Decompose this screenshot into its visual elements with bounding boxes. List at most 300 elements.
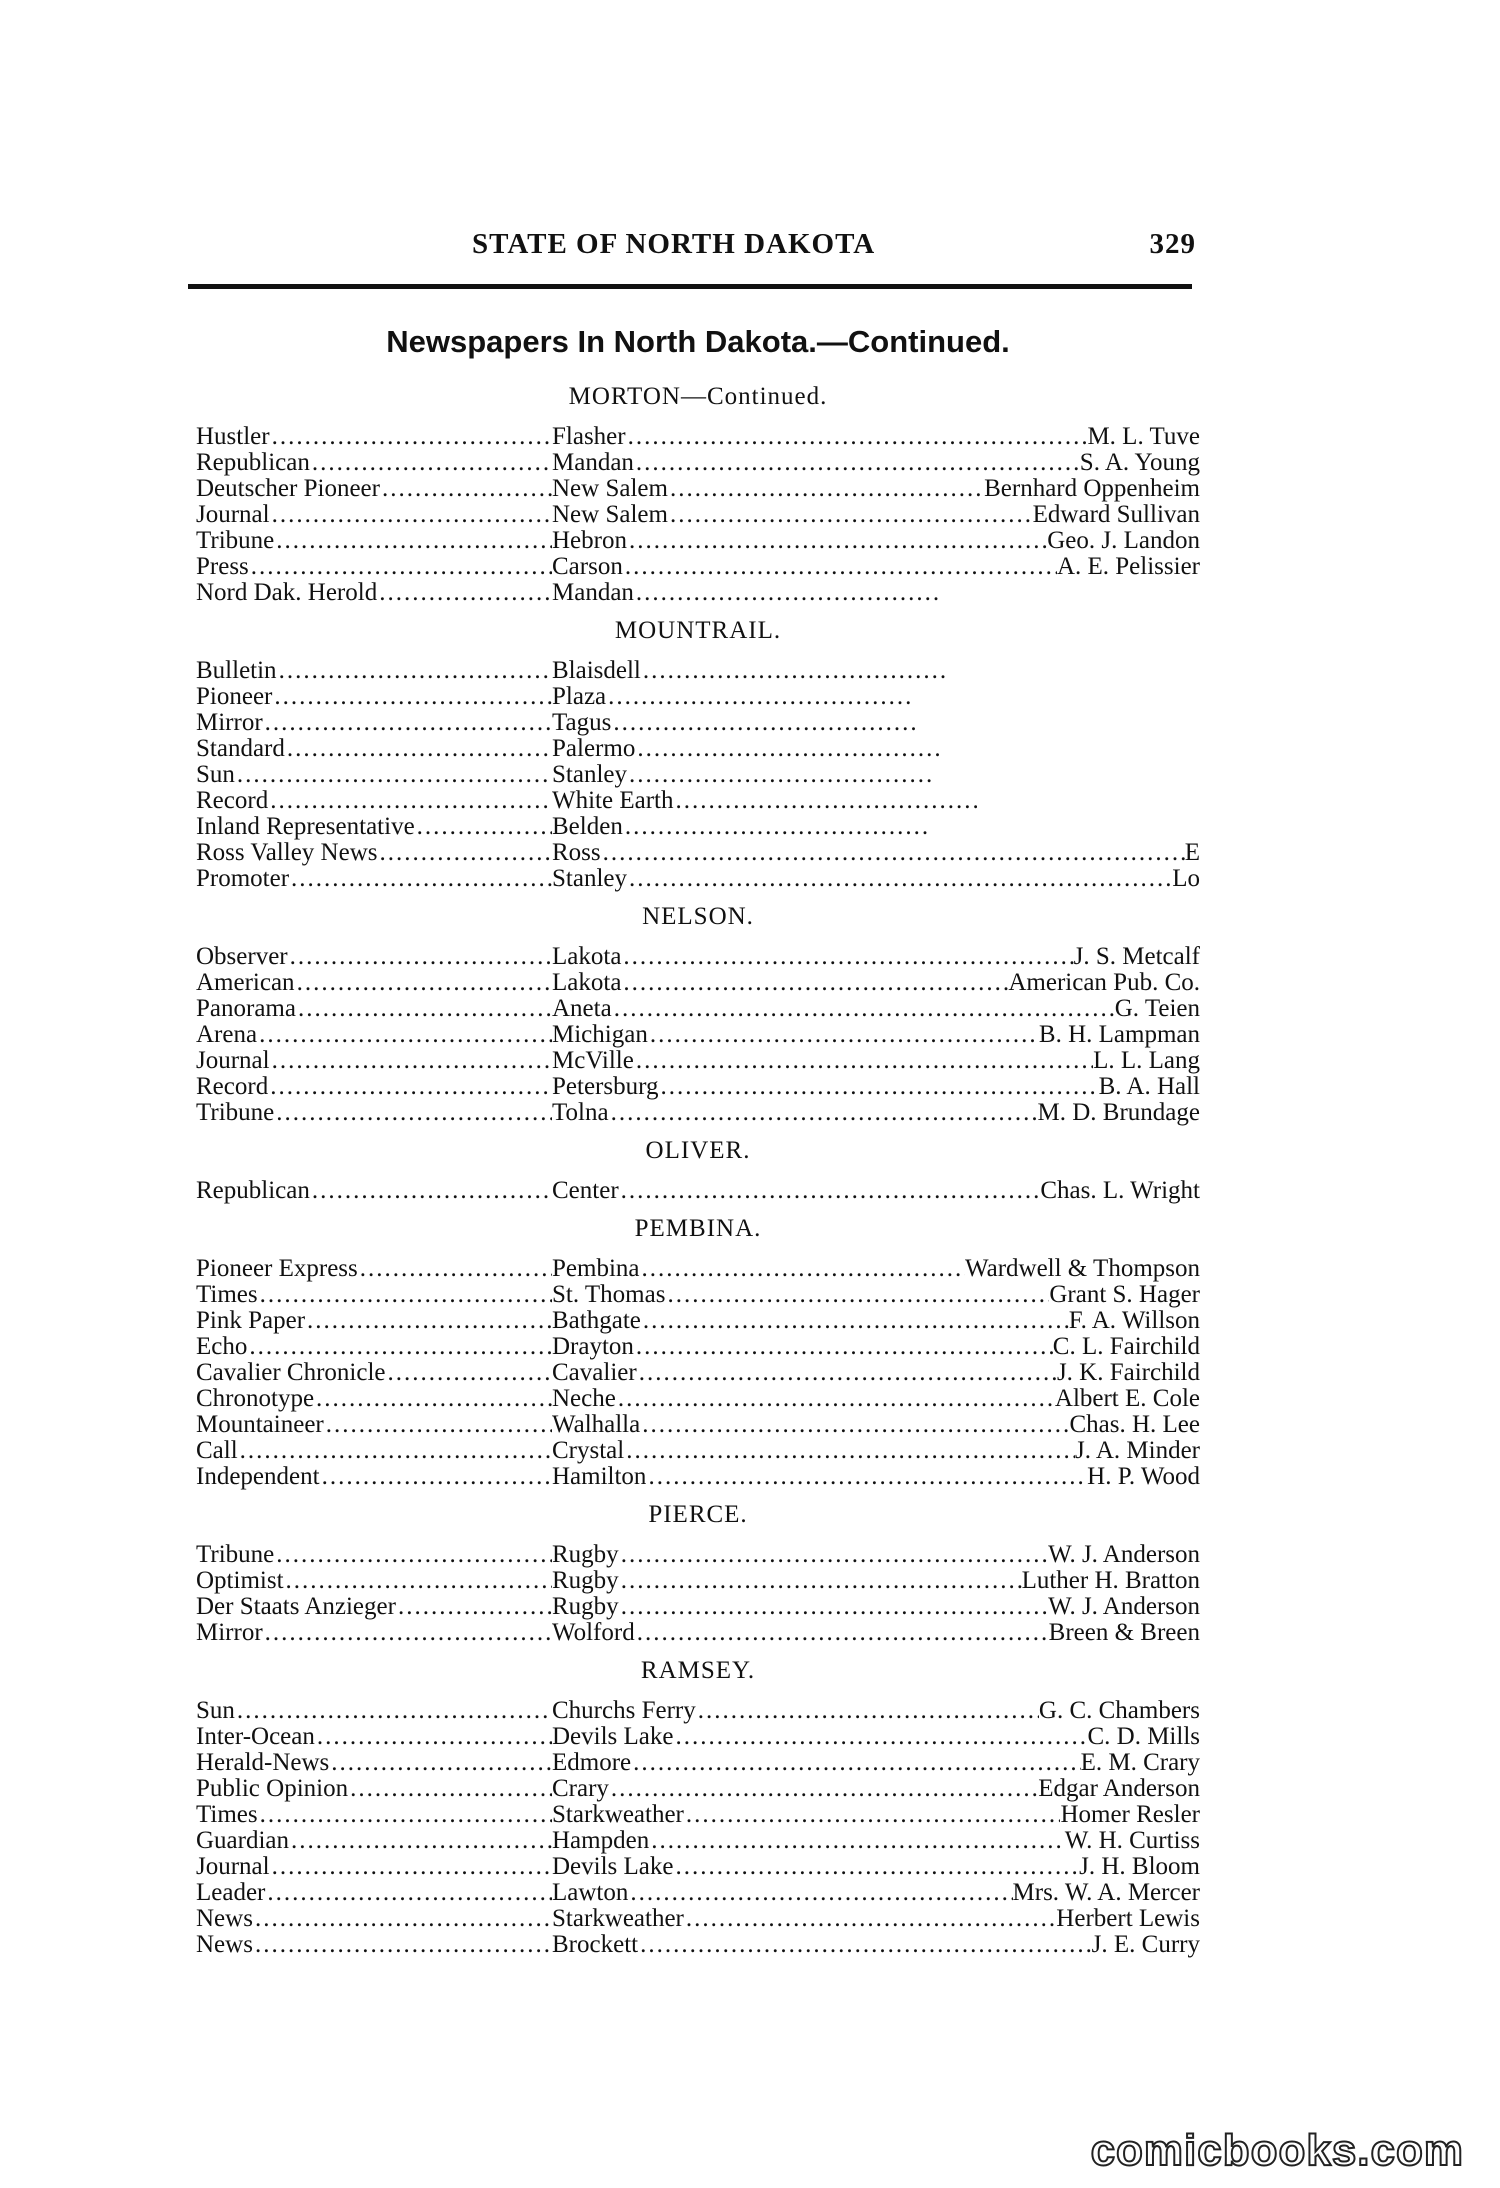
county-heading: MOUNTRAIL. [614,617,782,644]
newspaper-row [196,1386,1200,1412]
town-owner-cell [552,1334,1200,1360]
name-cell [196,1074,552,1100]
dot-leader [377,580,552,606]
town-owner-cell [552,450,1200,476]
town-name: Lawton [552,1880,629,1906]
dot-leader [253,1906,552,1932]
owner-name: American Pub. Co. [1008,970,1200,996]
dot-leader [640,1412,1069,1438]
town-name: Blaisdell [552,658,641,684]
newspaper-row [196,866,1200,892]
newspaper-name: Press [196,554,249,580]
newspaper-row [196,710,1200,736]
dot-leader [665,1282,1049,1308]
dot-leader [358,1256,552,1282]
town-name: Hampden [552,1828,650,1854]
dot-leader [684,1906,1056,1932]
owner-name: W. H. Curtiss [1064,1828,1200,1854]
town-owner-cell [552,1048,1200,1074]
dot-leader [324,1412,552,1438]
dot-leader [274,1100,552,1126]
town-name: Lakota [552,970,622,996]
name-cell [196,502,552,528]
newspaper-row [196,528,1200,554]
newspaper-row [196,1022,1200,1048]
dot-leader [673,1724,1087,1750]
town-owner-cell [552,658,1200,684]
newspaper-row [196,1256,1200,1282]
newspaper-name: Journal [196,1048,270,1074]
town-name: Drayton [552,1334,634,1360]
name-cell [196,1776,552,1802]
town-name: Cavalier [552,1360,637,1386]
dot-leader [673,788,977,814]
dot-leader [619,1568,1022,1594]
newspaper-name: Herald-News [196,1750,330,1776]
owner-name: Grant S. Hager [1049,1282,1200,1308]
town-name: Tagus [552,710,612,736]
newspaper-name: Public Opinion [196,1776,349,1802]
county-section [196,1134,1200,1204]
town-owner-cell [552,1802,1200,1828]
dot-leader [263,1620,552,1646]
newspaper-name: Call [196,1438,238,1464]
town-owner-cell [552,1022,1200,1048]
newspaper-row [196,684,1200,710]
town-name: Pembina [552,1256,640,1282]
owner-name: E. M. Crary [1080,1750,1200,1776]
county-section [196,614,1200,892]
newspaper-row [196,1464,1200,1490]
town-owner-cell [552,1620,1200,1646]
newspaper-name: News [196,1906,253,1932]
name-cell [196,1880,552,1906]
town-name: Devils Lake [552,1854,674,1880]
dot-leader [623,554,1057,580]
newspaper-name: Inter-Ocean [196,1724,315,1750]
newspaper-name: Mountaineer [196,1412,324,1438]
newspaper-name: Guardian [196,1828,290,1854]
dot-leader [268,788,552,814]
newspaper-row [196,840,1200,866]
name-cell [196,1724,552,1750]
newspaper-name: Chronotype [196,1386,315,1412]
county-section [196,1498,1200,1646]
town-name: Center [552,1178,619,1204]
newspaper-row [196,476,1200,502]
dot-leader [274,1542,552,1568]
dot-leader [235,1698,552,1724]
owner-name: H. P. Wood [1087,1464,1200,1490]
dot-leader [238,1438,552,1464]
town-owner-cell [552,1698,1200,1724]
owner-name: Chas. H. Lee [1069,1412,1200,1438]
town-owner-cell [552,1256,1200,1282]
dot-leader [270,1854,552,1880]
town-name: Stanley [552,762,627,788]
newspaper-name: Standard [196,736,285,762]
owner-name: Luther H. Bratton [1021,1568,1200,1594]
newspaper-row [196,1412,1200,1438]
dot-leader [377,840,552,866]
newspaper-row [196,1698,1200,1724]
owner-name: Lo [1172,866,1200,892]
town-name: Flasher [552,424,626,450]
county-section [196,380,1200,606]
newspaper-name: Journal [196,502,270,528]
header-rule [188,284,1192,289]
name-cell [196,788,552,814]
dot-leader [649,1828,1065,1854]
newspaper-name: Tribune [196,528,275,554]
document-page [196,222,1200,1958]
name-cell [196,450,552,476]
town-name: Hamilton [552,1464,647,1490]
name-cell [196,658,552,684]
owner-name: S. A. Young [1079,450,1200,476]
dot-leader [627,528,1047,554]
name-cell [196,1594,552,1620]
newspaper-name: Pioneer Express [196,1256,358,1282]
owner-name: G. C. Chambers [1038,1698,1200,1724]
newspaper-row [196,1282,1200,1308]
dot-leader [320,1464,552,1490]
dot-leader [277,658,552,684]
dot-leader [247,1334,552,1360]
newspaper-name: Der Staats Anzieger [196,1594,396,1620]
dot-leader [415,814,552,840]
dot-leader [696,1698,1039,1724]
owner-name: Geo. J. Landon [1047,528,1200,554]
name-cell [196,1828,552,1854]
town-name: Churchs Ferry [552,1698,696,1724]
newspaper-row [196,1854,1200,1880]
town-owner-cell [552,1594,1200,1620]
town-name: Stanley [552,866,627,892]
name-cell [196,1022,552,1048]
town-owner-cell [552,1568,1200,1594]
name-cell [196,1308,552,1334]
dot-leader [263,710,552,736]
name-cell [196,1854,552,1880]
newspaper-row [196,1308,1200,1334]
town-owner-cell [552,840,1200,866]
town-owner-cell [552,736,1200,762]
dot-leader [253,1932,552,1958]
name-cell [196,710,552,736]
newspaper-name: News [196,1932,253,1958]
running-head [196,222,1200,262]
town-name: Starkweather [552,1802,684,1828]
owner-name: J. S. Metcalf [1073,944,1200,970]
newspaper-name: Tribune [196,1100,275,1126]
name-cell [196,1438,552,1464]
dot-leader [611,710,915,736]
newspaper-row [196,450,1200,476]
dot-leader [380,476,552,502]
county-section [196,1212,1200,1490]
name-cell [196,1100,552,1126]
newspaper-name: Leader [196,1880,266,1906]
town-owner-cell [552,1854,1200,1880]
name-cell [196,1568,552,1594]
name-cell [196,840,552,866]
dot-leader [641,1308,1069,1334]
name-cell [196,1334,552,1360]
town-name: Mandan [552,450,634,476]
town-owner-cell [552,1906,1200,1932]
town-name: Walhalla [552,1412,641,1438]
town-name: Plaza [552,684,607,710]
owner-name: Wardwell & Thompson [965,1256,1200,1282]
newspaper-name: Times [196,1802,258,1828]
town-owner-cell [552,866,1200,892]
name-cell [196,1412,552,1438]
dot-leader [638,1932,1092,1958]
dot-leader [635,736,939,762]
newspaper-row [196,1360,1200,1386]
town-owner-cell [552,1932,1200,1958]
dot-leader [329,1750,552,1776]
town-name: Devils Lake [552,1724,674,1750]
newspaper-name: Mirror [196,710,263,736]
town-owner-cell [552,1360,1200,1386]
dot-leader [634,450,1080,476]
newspaper-name: Inland Representative [196,814,415,840]
newspaper-row [196,424,1200,450]
dot-leader [310,1178,552,1204]
town-owner-cell [552,1178,1200,1204]
town-name: Crystal [552,1438,625,1464]
newspaper-name: Nord Dak. Herold [196,580,378,606]
newspaper-name: Republican [196,1178,310,1204]
town-owner-cell [552,1542,1200,1568]
owner-name: C. L. Fairchild [1052,1334,1200,1360]
town-name: Rugby [552,1594,619,1620]
town-name: Starkweather [552,1906,684,1932]
owner-name: C. D. Mills [1087,1724,1200,1750]
town-owner-cell [552,814,1200,840]
newspaper-name: Promoter [196,866,290,892]
town-name: Belden [552,814,623,840]
newspaper-row [196,1074,1200,1100]
dot-leader [258,1802,552,1828]
dot-leader [386,1360,552,1386]
name-cell [196,996,552,1022]
newspaper-name: Independent [196,1464,320,1490]
newspaper-row [196,1906,1200,1932]
newspaper-name: Republican [196,450,310,476]
name-cell [196,684,552,710]
town-name: White Earth [552,788,674,814]
newspaper-row [196,996,1200,1022]
town-name: Ross [552,840,601,866]
dot-leader [289,1828,552,1854]
page-number: 329 [1149,228,1196,260]
dot-leader [684,1802,1061,1828]
town-owner-cell [552,554,1200,580]
owner-name: Edgar Anderson [1038,1776,1200,1802]
newspaper-row [196,1880,1200,1906]
newspaper-name: Pink Paper [196,1308,306,1334]
owner-name: Albert E. Cole [1054,1386,1200,1412]
dot-leader [641,658,945,684]
dot-leader [268,1074,552,1100]
town-owner-cell [552,944,1200,970]
newspaper-name: Bulletin [196,658,277,684]
page-header-title: STATE OF NORTH DAKOTA [472,228,876,260]
owner-name: B. A. Hall [1098,1074,1200,1100]
dot-leader [257,1022,552,1048]
owner-name: F. A. Willson [1068,1308,1200,1334]
newspaper-row [196,1438,1200,1464]
town-name: Bathgate [552,1308,641,1334]
dot-leader [634,1048,1093,1074]
town-owner-cell [552,684,1200,710]
newspaper-name: Sun [196,1698,235,1724]
newspaper-row [196,762,1200,788]
county-section [196,900,1200,1126]
town-name: New Salem [552,502,668,528]
name-cell [196,1620,552,1646]
dot-leader [305,1308,552,1334]
owner-name: J. A. Minder [1075,1438,1200,1464]
newspaper-row [196,1334,1200,1360]
owner-name: G. Teien [1114,996,1200,1022]
newspaper-name: Tribune [196,1542,275,1568]
town-owner-cell [552,710,1200,736]
name-cell [196,1906,552,1932]
newspaper-name: Ross Valley News [196,840,378,866]
town-name: Aneta [552,996,612,1022]
owner-name: J. E. Curry [1091,1932,1200,1958]
newspaper-name: Mirror [196,1620,263,1646]
town-name: New Salem [552,476,668,502]
town-owner-cell [552,1412,1200,1438]
county-heading: RAMSEY. [640,1657,756,1684]
town-name: Brockett [552,1932,639,1958]
dot-leader [646,1464,1087,1490]
dot-leader [634,1334,1053,1360]
town-name: Palermo [552,736,636,762]
dot-leader [235,762,552,788]
dot-leader [673,1854,1079,1880]
name-cell [196,1282,552,1308]
owner-name: B. H. Lampman [1038,1022,1200,1048]
dot-leader [274,528,552,554]
name-cell [196,1360,552,1386]
newspaper-row [196,1620,1200,1646]
town-name: Lakota [552,944,622,970]
name-cell [196,970,552,996]
town-name: Neche [552,1386,616,1412]
town-name: Edmore [552,1750,632,1776]
owner-name: M. D. Brundage [1037,1100,1200,1126]
newspaper-name: Deutscher Pioneer [196,476,380,502]
town-name: Rugby [552,1568,619,1594]
page-title: Newspapers In North Dakota.—Continued. [386,324,1010,359]
owner-name: Herbert Lewis [1056,1906,1200,1932]
owner-name: A. E. Pelissier [1056,554,1200,580]
dot-leader [624,1438,1075,1464]
town-owner-cell [552,1724,1200,1750]
town-name: Rugby [552,1542,619,1568]
dot-leader [634,580,938,606]
dot-leader [601,840,1185,866]
newspaper-row [196,1048,1200,1074]
dot-leader [258,1282,552,1308]
dot-leader [640,1256,966,1282]
newspaper-name: Record [196,1074,269,1100]
name-cell [196,1542,552,1568]
dot-leader [295,970,552,996]
town-owner-cell [552,476,1200,502]
newspaper-row [196,1828,1200,1854]
town-owner-cell [552,1464,1200,1490]
newspaper-row [196,814,1200,840]
town-name: Hebron [552,528,627,554]
dot-leader [616,1386,1055,1412]
newspaper-row [196,944,1200,970]
town-owner-cell [552,424,1200,450]
dot-leader [348,1776,552,1802]
name-cell [196,1932,552,1958]
dot-leader [619,1594,1048,1620]
town-owner-cell [552,1386,1200,1412]
newspaper-name: Pioneer [196,684,273,710]
dot-leader [627,762,931,788]
newspaper-row [196,1724,1200,1750]
watermark-logo: comicbooks.com [1090,2126,1464,2175]
name-cell [196,1750,552,1776]
county-heading: PIERCE. [648,1501,748,1528]
dot-leader [612,996,1115,1022]
owner-name: M. L. Tuve [1087,424,1200,450]
county-section [196,1654,1200,1958]
newspaper-name: American [196,970,295,996]
dot-leader [668,502,1033,528]
newspaper-sections [196,372,1200,1958]
newspaper-row [196,658,1200,684]
dot-leader [648,1022,1039,1048]
owner-name: J. K. Fairchild [1056,1360,1200,1386]
newspaper-name: Arena [196,1022,258,1048]
name-cell [196,1048,552,1074]
dot-leader [265,1880,552,1906]
newspaper-name: Times [196,1282,258,1308]
name-cell [196,1178,552,1204]
newspaper-name: Echo [196,1334,248,1360]
town-owner-cell [552,1776,1200,1802]
dot-leader [272,684,552,710]
dot-leader [270,502,552,528]
town-name: McVille [552,1048,634,1074]
newspaper-row [196,1178,1200,1204]
town-owner-cell [552,1750,1200,1776]
name-cell [196,424,552,450]
newspaper-name: Journal [196,1854,270,1880]
name-cell [196,1464,552,1490]
newspaper-name: Record [196,788,269,814]
town-owner-cell [552,1308,1200,1334]
name-cell [196,1802,552,1828]
newspaper-row [196,554,1200,580]
newspaper-row [196,1932,1200,1958]
dot-leader [635,1620,1049,1646]
owner-name: W. J. Anderson [1048,1542,1200,1568]
dot-leader [315,1724,552,1750]
town-owner-cell [552,502,1200,528]
